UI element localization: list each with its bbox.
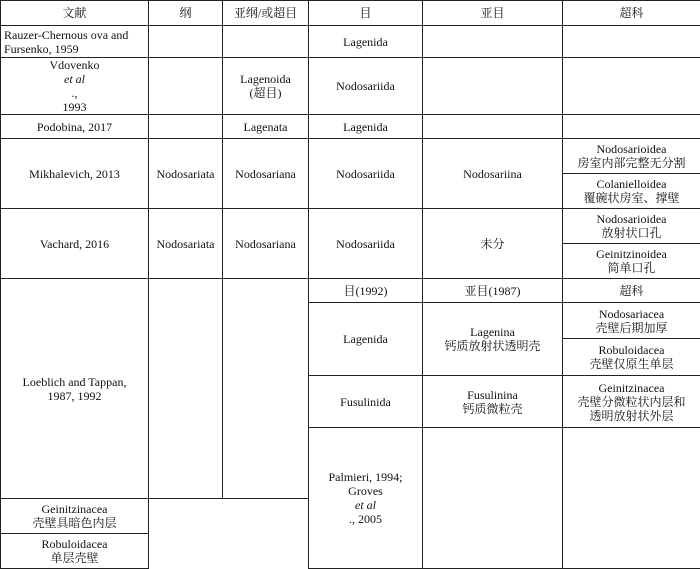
reference-cell: Rauzer-Chernous ova and Fursenko, 1959 <box>1 26 149 58</box>
sub-header-suborder: 亚目(1987) <box>423 279 563 303</box>
suborder-cell <box>423 26 563 58</box>
order-cell: Lagenida <box>309 26 423 58</box>
order-cell: Nodosariida <box>309 209 423 279</box>
subclass-cell: Lagenata <box>223 115 309 139</box>
class-cell <box>149 279 223 499</box>
class-cell <box>149 115 223 139</box>
reference-cell: Vdovenko et al ., 1993 <box>1 58 149 115</box>
class-cell <box>149 26 223 58</box>
subclass-cell: Nodosariana <box>223 139 309 209</box>
superfamily-cell: Robuloidacea 单层壳壁 <box>1 534 149 569</box>
reference-cell: Vachard, 2016 <box>1 209 149 279</box>
order-cell: Lagenida <box>309 303 423 376</box>
superfamily-cell: Nodosarioidea 房室内部完整无分割 <box>563 139 700 174</box>
sub-header-superfamily: 超科 <box>563 279 700 303</box>
header-subclass: 亚纲/或超目 <box>223 1 309 26</box>
order-cell: Nodosariida <box>309 58 423 115</box>
header-suborder: 亚目 <box>423 1 563 26</box>
subclass-cell: Lagenoida (超目) <box>223 58 309 115</box>
superfamily-cell: Geinitzinacea 壳壁分微粒状内层和 透明放射状外层 <box>563 376 700 428</box>
table-row <box>1 115 700 139</box>
superfamily-cell <box>563 26 700 58</box>
class-cell <box>423 428 563 569</box>
table-row <box>1 26 700 58</box>
subclass-cell: Nodosariana <box>223 209 309 279</box>
subclass-cell <box>223 279 309 499</box>
header-superfamily: 超科 <box>563 1 700 26</box>
superfamily-cell: Robuloidacea 壳壁仅原生单层 <box>563 339 700 376</box>
order-cell: Nodosariida <box>309 139 423 209</box>
superfamily-cell <box>563 115 700 139</box>
superfamily-cell: Colanielloidea 覆碗状房室、撑壁 <box>563 174 700 209</box>
sub-header-order: 目(1992) <box>309 279 423 303</box>
suborder-cell: Nodosariina <box>423 139 563 209</box>
superfamily-cell: Geinitzinoidea 简单口孔 <box>563 244 700 279</box>
subclass-cell <box>563 428 700 569</box>
suborder-cell: 未分 <box>423 209 563 279</box>
suborder-cell: Fusulinina 钙质微粒壳 <box>423 376 563 428</box>
header-reference: 文献 <box>1 1 149 26</box>
superfamily-cell <box>563 58 700 115</box>
table-row <box>1 58 700 115</box>
superfamily-cell: Nodosariacea 壳壁后期加厚 <box>563 303 700 339</box>
subclass-cell <box>223 26 309 58</box>
table-row <box>1 279 700 303</box>
class-cell: Nodosariata <box>149 139 223 209</box>
table-row <box>1 139 700 174</box>
reference-cell: Mikhalevich, 2013 <box>1 139 149 209</box>
order-cell: Lagenida <box>309 115 423 139</box>
suborder-cell: Lagenina 钙质放射状透明壳 <box>423 303 563 376</box>
reference-cell: Podobina, 2017 <box>1 115 149 139</box>
superfamily-cell: Nodosarioidea 放射状口孔 <box>563 209 700 244</box>
table-row <box>1 209 700 244</box>
header-class: 纲 <box>149 1 223 26</box>
reference-cell: Palmieri, 1994; Groves et al ., 2005 <box>309 428 423 569</box>
reference-cell: Loeblich and Tappan, 1987, 1992 <box>1 279 149 499</box>
order-cell: Fusulinida <box>309 376 423 428</box>
class-cell: Nodosariata <box>149 209 223 279</box>
superfamily-cell: Geinitzinacea 壳壁具暗色内层 <box>1 499 149 534</box>
suborder-cell <box>423 58 563 115</box>
suborder-cell <box>423 115 563 139</box>
class-cell <box>149 58 223 115</box>
header-order: 目 <box>309 1 423 26</box>
header-row <box>1 1 700 26</box>
